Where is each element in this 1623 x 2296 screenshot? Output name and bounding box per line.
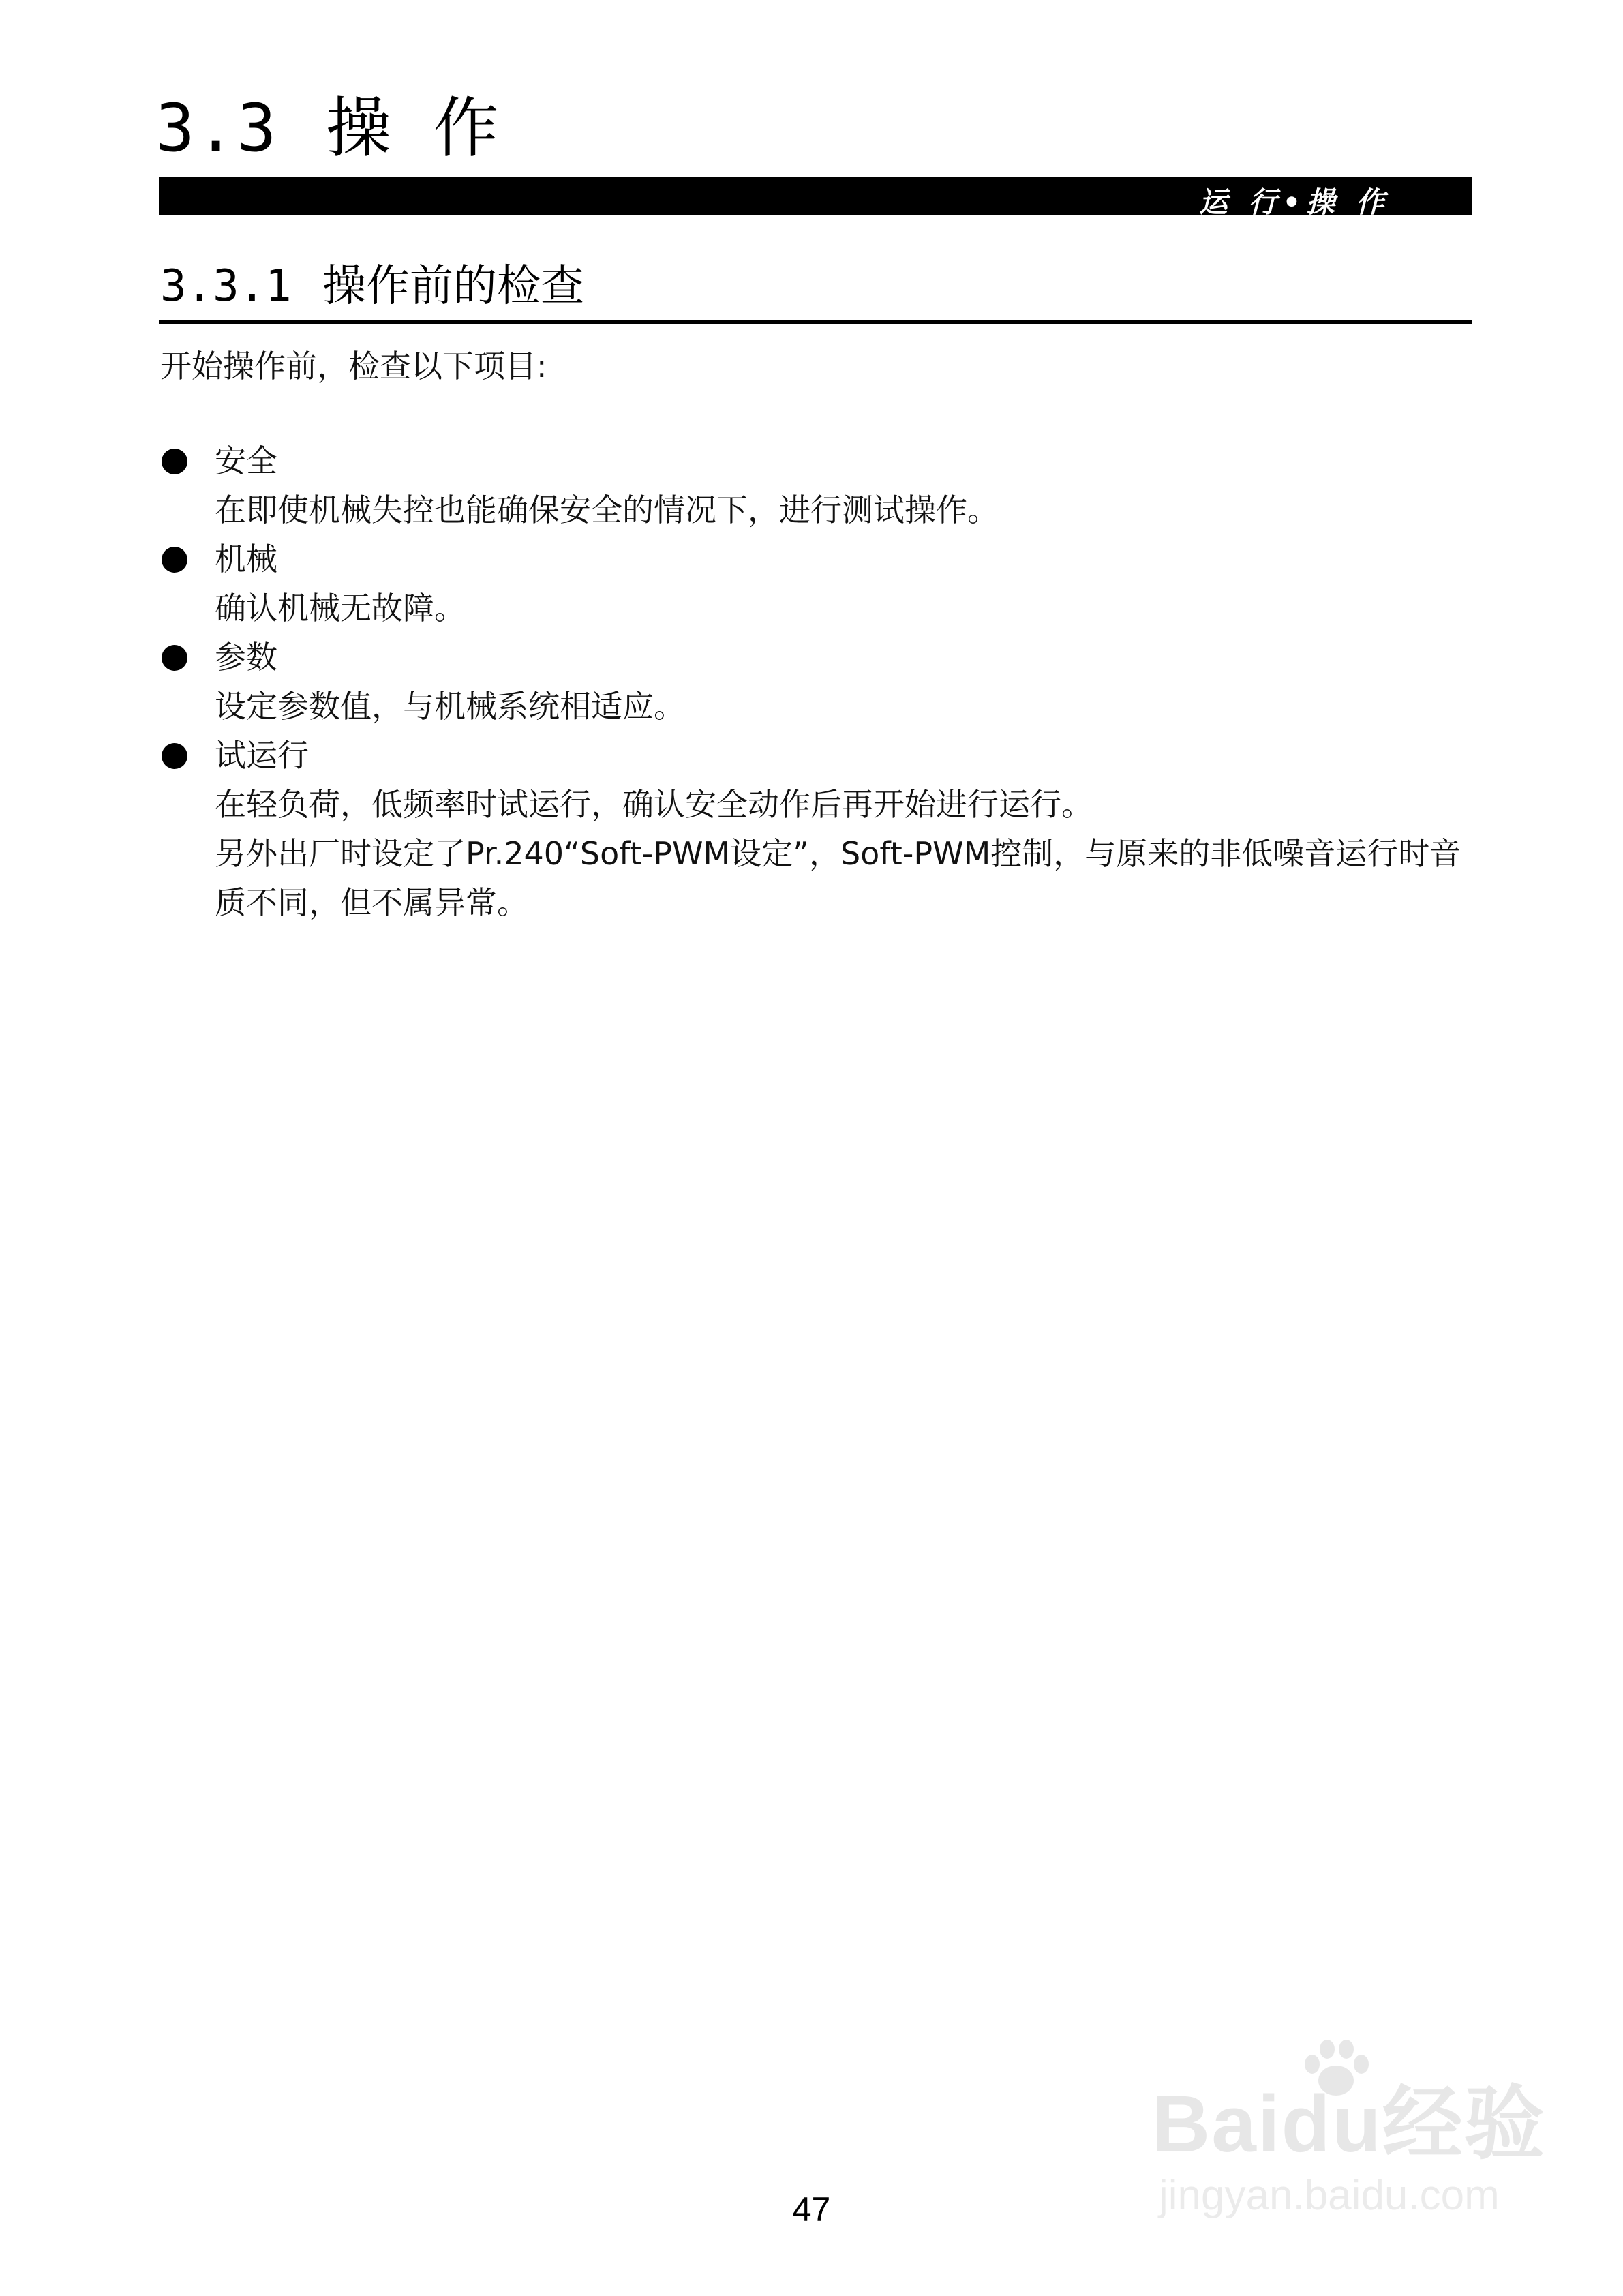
page-number: 47 — [792, 2190, 831, 2229]
item-text: 另外出厂时设定了Pr.240“Soft-PWM设定”，Soft-PWM控制，与原来的非低噪音运行时音质不同，但不属异常。 — [215, 835, 1461, 921]
item-text: 在即使机械失控也能确保安全的情况下，进行测试操作。 — [215, 492, 999, 528]
bullet-icon — [162, 449, 187, 474]
intro-text: 开始操作前，检查以下项目: — [160, 348, 547, 384]
bullet-icon — [162, 645, 187, 671]
watermark-brand: Baidu经验 — [1152, 2079, 1546, 2169]
item-text: 在轻负荷，低频率时试运行，确认安全动作后再开始进行运行。 — [215, 786, 1093, 823]
checklist-item-parameters — [160, 633, 1476, 731]
watermark-url: jingyan.baidu.com — [1159, 2172, 1500, 2219]
item-heading: 参数 — [215, 639, 277, 676]
section-tag: 运 行•操 作 — [1198, 185, 1390, 219]
section-title: 操 作 — [326, 90, 500, 166]
bullet-icon — [162, 743, 187, 769]
item-text: 确认机械无故障。 — [215, 590, 466, 626]
checklist-item-test-run — [160, 731, 1476, 927]
checklist-item-machine — [160, 534, 1476, 633]
item-heading: 试运行 — [215, 737, 309, 774]
checklist — [160, 436, 1476, 927]
subsection-heading — [160, 261, 584, 312]
item-heading: 机械 — [215, 541, 277, 577]
subsection-divider — [159, 320, 1472, 324]
subsection-number: 3.3.1 — [160, 261, 292, 312]
section-number: 3.3 — [155, 90, 278, 166]
section-heading — [155, 90, 500, 166]
section-banner — [159, 177, 1472, 219]
item-heading: 安全 — [215, 442, 277, 479]
bullet-icon — [162, 547, 187, 573]
item-text: 设定参数值，与机械系统相适应。 — [215, 688, 685, 725]
checklist-item-safety — [160, 436, 1476, 534]
subsection-title: 操作前的检查 — [322, 261, 584, 312]
